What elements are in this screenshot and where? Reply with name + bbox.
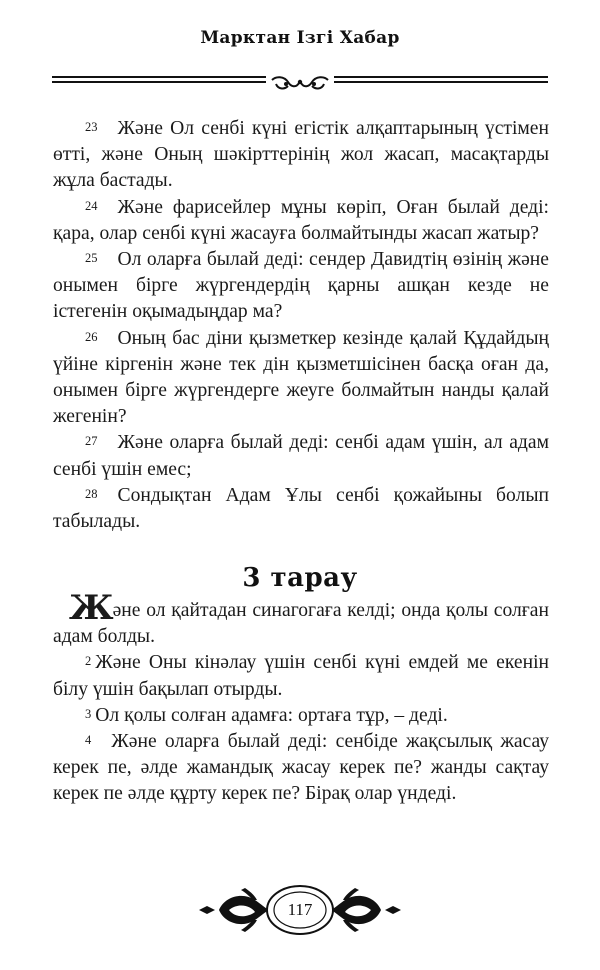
verse-number: 3 bbox=[85, 706, 92, 721]
verse-text: Ол оларға былай деді: сендер Давидтің өзінің және онымен бірге жүргендердің қарны ашқан кезде не істегенін оқымадыңдар ма? bbox=[53, 249, 549, 323]
verse-27 bbox=[53, 430, 549, 482]
verse-text: Және оларға былай деді: сенбіде жақсылық жасау керек пе, әлде жамандық жасау керек пе? жанды сақтау керек пе әлде құрту керек пе? Бірақ олар үндеді. bbox=[53, 731, 549, 805]
verse-number: 27 bbox=[85, 434, 98, 449]
verse-number: 28 bbox=[85, 486, 98, 501]
verse-28 bbox=[53, 483, 549, 535]
verse-1 bbox=[53, 588, 549, 650]
verse-number: 24 bbox=[85, 198, 98, 213]
chapter-2-verses bbox=[53, 116, 549, 535]
verse-text: Оның бас діни қызметкер кезінде қалай Құдайдың үйіне кіргенін және тек дін қызметшісінен басқа оған да, онымен бірге жүргендерге жеуге болмайтын нанды қалай жегенін? bbox=[53, 327, 549, 428]
verse-number: 23 bbox=[85, 120, 98, 134]
verse-text: әне ол қайтадан синагогаға келді; онда қолы солған адам болды. bbox=[53, 600, 549, 648]
verse-text: Және Оны кінәлау үшін сенбі күні емдей ме екенін білу үшін бақылап отырды. bbox=[53, 652, 549, 700]
running-head-title: Марктан Ізгі Хабар bbox=[200, 28, 400, 48]
chapter-3-verses bbox=[53, 588, 549, 808]
verse-text: Ол қолы солған адамға: ортаға тұр, – деді. bbox=[95, 704, 448, 726]
verse-text: Және Ол сенбі күні егістік алқаптарының үстімен өтті, және Оның шәкірттерінің жол жасап, масақтарды жұла бастады. bbox=[53, 118, 549, 192]
footer-ornament bbox=[195, 882, 405, 938]
verse-number: 25 bbox=[85, 251, 98, 266]
verse-2 bbox=[53, 650, 549, 702]
verse-26 bbox=[53, 326, 549, 431]
verse-text: Сондықтан Адам Ұлы сенбі қожайыны болып табылады. bbox=[53, 484, 549, 533]
verse-4 bbox=[53, 729, 549, 808]
verse-25 bbox=[53, 247, 549, 326]
page-number: 117 bbox=[287, 900, 313, 919]
header-ornament-icon bbox=[266, 74, 334, 94]
verse-number: 26 bbox=[85, 329, 98, 344]
drop-cap: Ж bbox=[69, 588, 113, 628]
verse-23 bbox=[53, 116, 549, 195]
verse-number: 2 bbox=[85, 654, 92, 669]
verse-24 bbox=[53, 195, 549, 247]
verse-text: Және фарисейлер мұны көріп, Оған былай деді: қара, олар сенбі күні жасауға болмайтынды жасап жатыр? bbox=[53, 196, 549, 244]
verse-text: Және оларға былай деді: сенбі адам үшін, ал адам сенбі үшін емес; bbox=[53, 432, 549, 480]
chapter-title: 3 тарау bbox=[242, 563, 358, 593]
verse-3 bbox=[53, 703, 549, 729]
verse-number: 4 bbox=[85, 733, 92, 748]
